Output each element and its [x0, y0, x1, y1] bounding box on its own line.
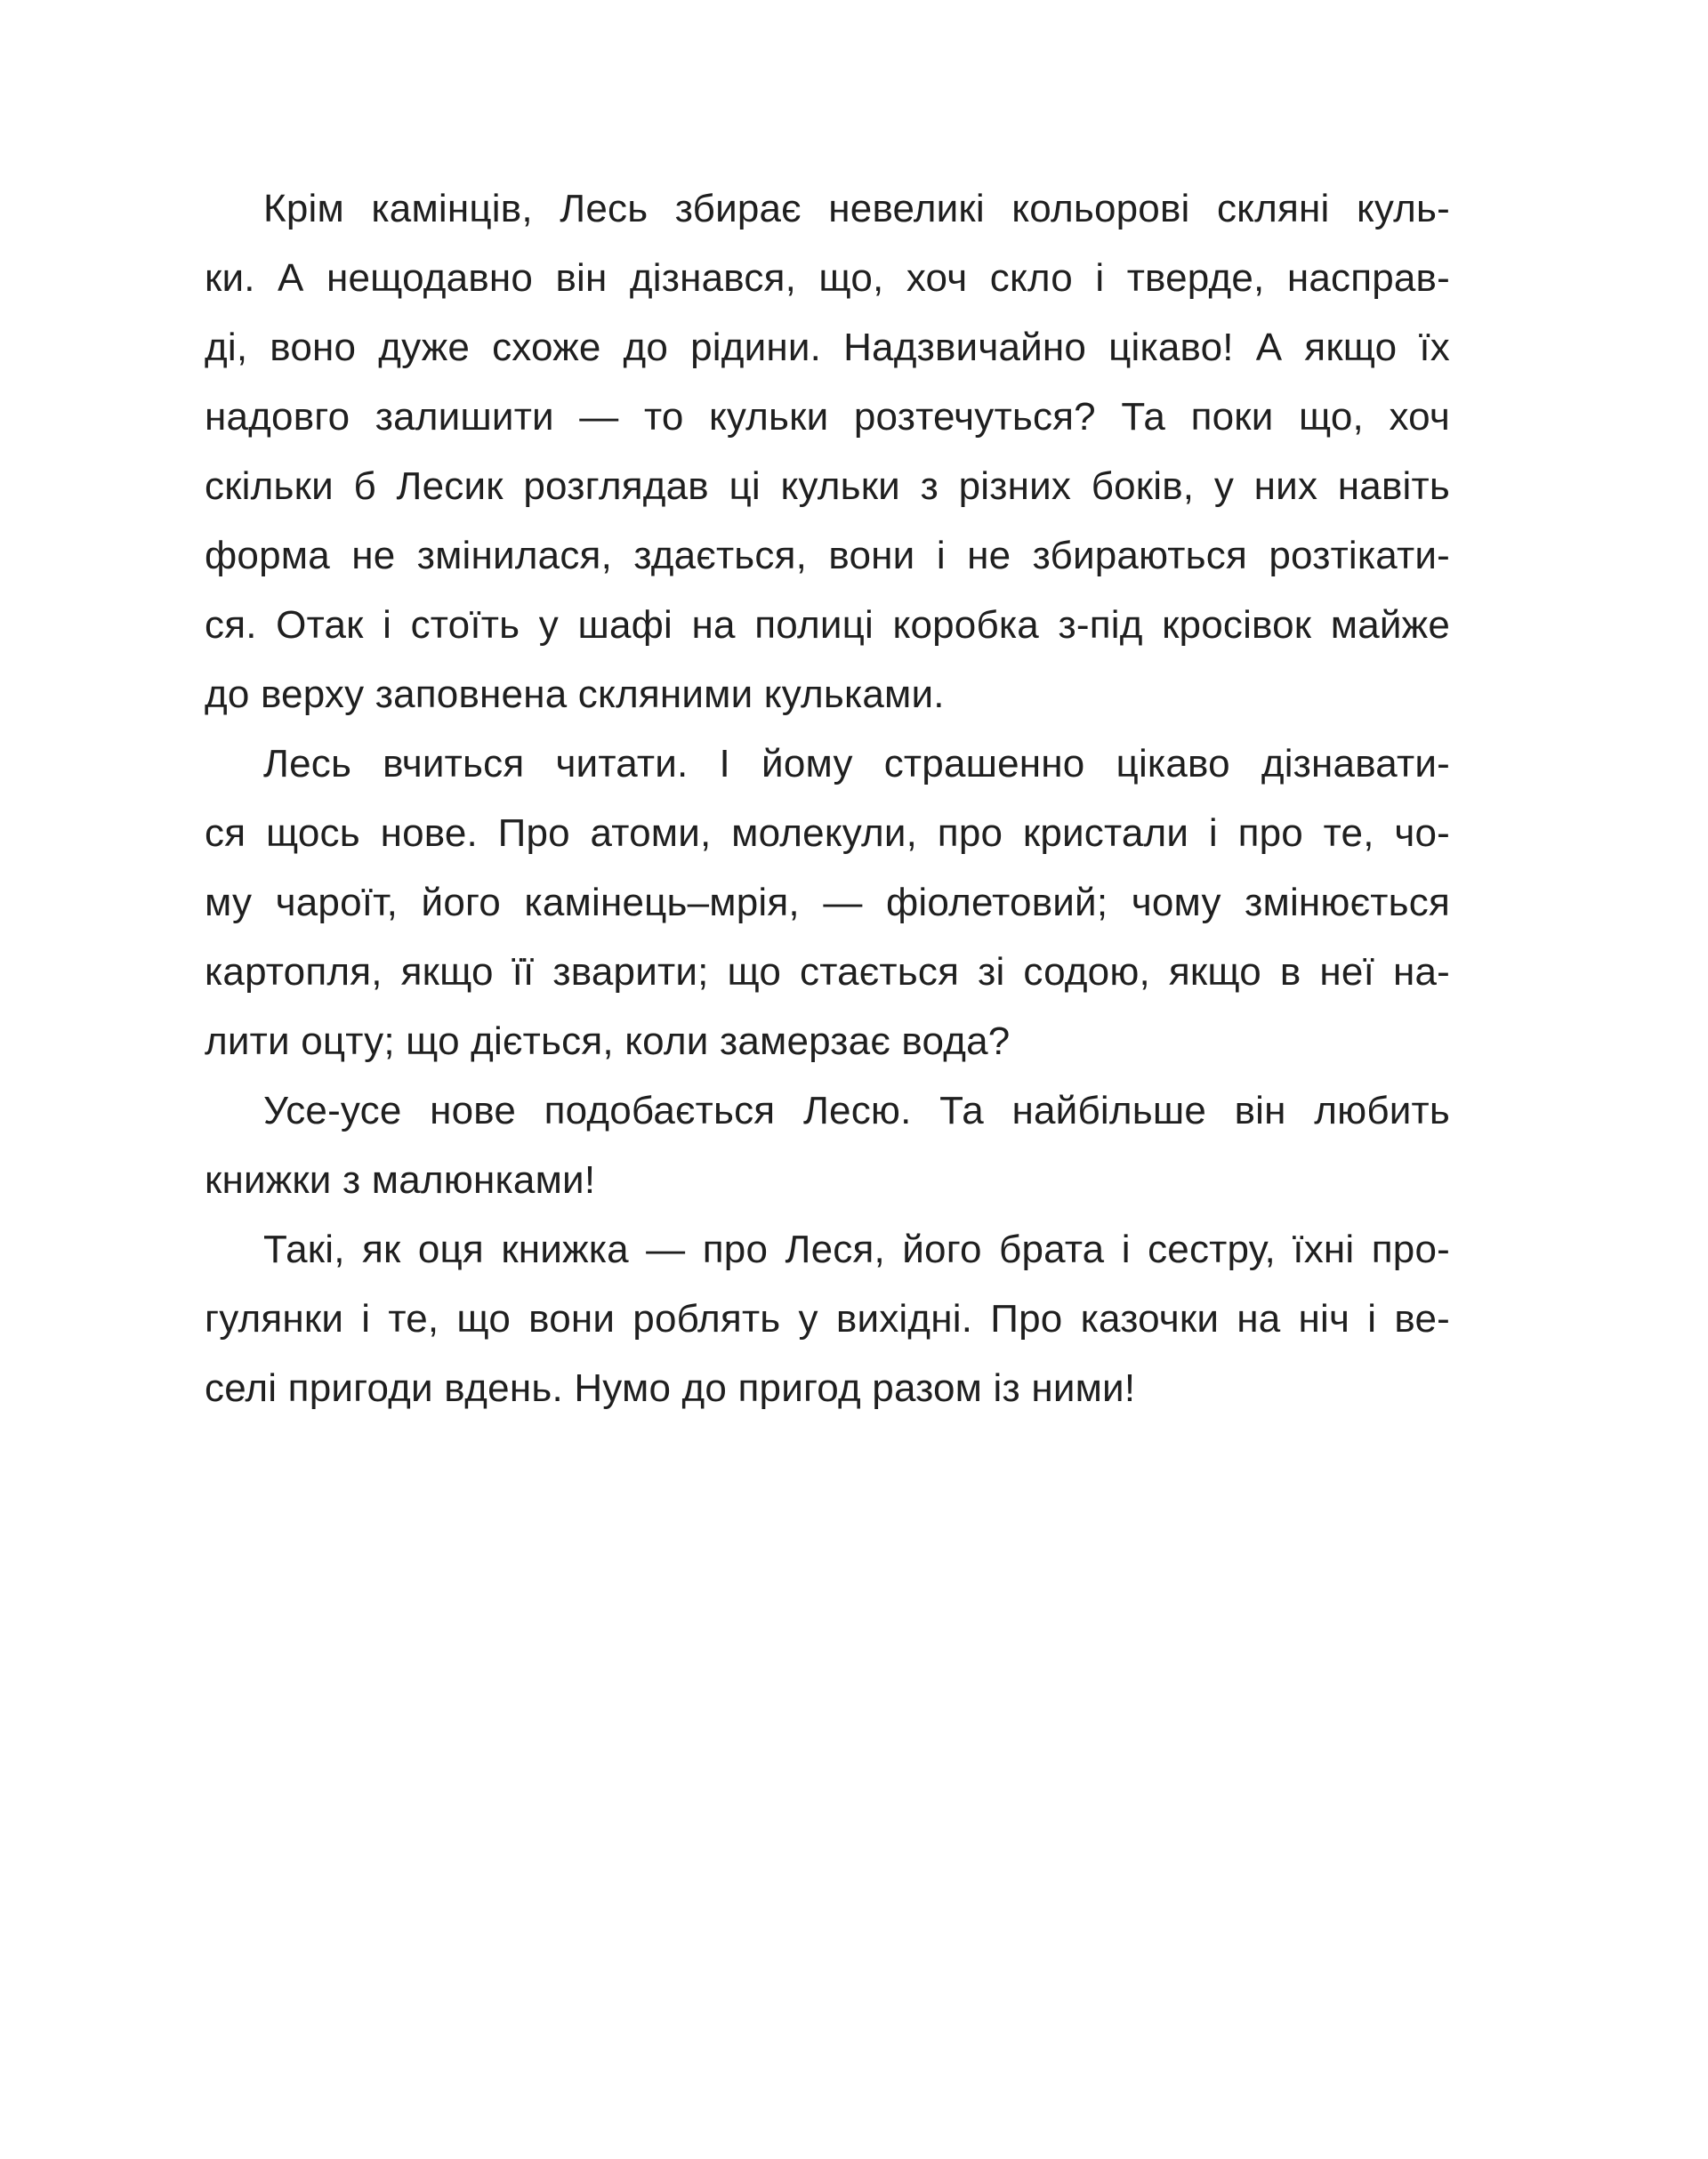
paragraph: [205, 1076, 1450, 1215]
text-line: Крім камінців, Лесь збирає невеликі кольорові скляні куль-: [263, 187, 1450, 230]
text-line: картопля, якщо її зварити; що стається зі содою, якщо в неї на-: [205, 950, 1450, 994]
text-line: Лесь вчиться читати. І йому страшенно цікаво дізнавати-: [263, 742, 1450, 785]
text-line: Такі, як оця книжка — про Леся, його брата і сестру, їхні про-: [263, 1228, 1450, 1271]
text-line: форма не змінилася, здається, вони і не збираються розтікати-: [205, 534, 1450, 577]
text-line: ді, воно дуже схоже до рідини. Надзвичайно цікаво! А якщо їх: [205, 326, 1450, 369]
text-line: до верху заповнена скляними кульками.: [205, 673, 945, 716]
paragraph: [205, 1215, 1450, 1423]
paragraph: [205, 174, 1450, 729]
text-line: надовго залишити — то кульки розтечуться? Та поки що, хоч: [205, 395, 1450, 439]
text-line: лити оцту; що діється, коли замерзає вода?: [205, 1019, 1011, 1063]
text-line: скільки б Лесик розглядав ці кульки з різних боків, у них навіть: [205, 464, 1450, 508]
text-line: селі пригоди вдень. Нумо до пригод разом із ними!: [205, 1366, 1136, 1410]
paragraph: [205, 729, 1450, 1076]
text-line: Усе-усе нове подобається Лесю. Та найбільше він любить: [263, 1089, 1450, 1132]
text-line: ки. А нещодавно він дізнався, що, хоч скло і тверде, насправ-: [205, 256, 1450, 300]
page-text-block: [205, 174, 1450, 1423]
text-line: ся щось нове. Про атоми, молекули, про кристали і про те, чо-: [205, 811, 1450, 855]
text-line: му чароїт, його камінець–мрія, — фіолетовий; чому змінюється: [205, 881, 1450, 924]
text-line: гулянки і те, що вони роблять у вихідні. Про казочки на ніч і ве-: [205, 1297, 1450, 1341]
text-line: ся. Отак і стоїть у шафі на полиці коробка з-під кросівок майже: [205, 603, 1450, 647]
text-line: книжки з малюнками!: [205, 1158, 596, 1202]
